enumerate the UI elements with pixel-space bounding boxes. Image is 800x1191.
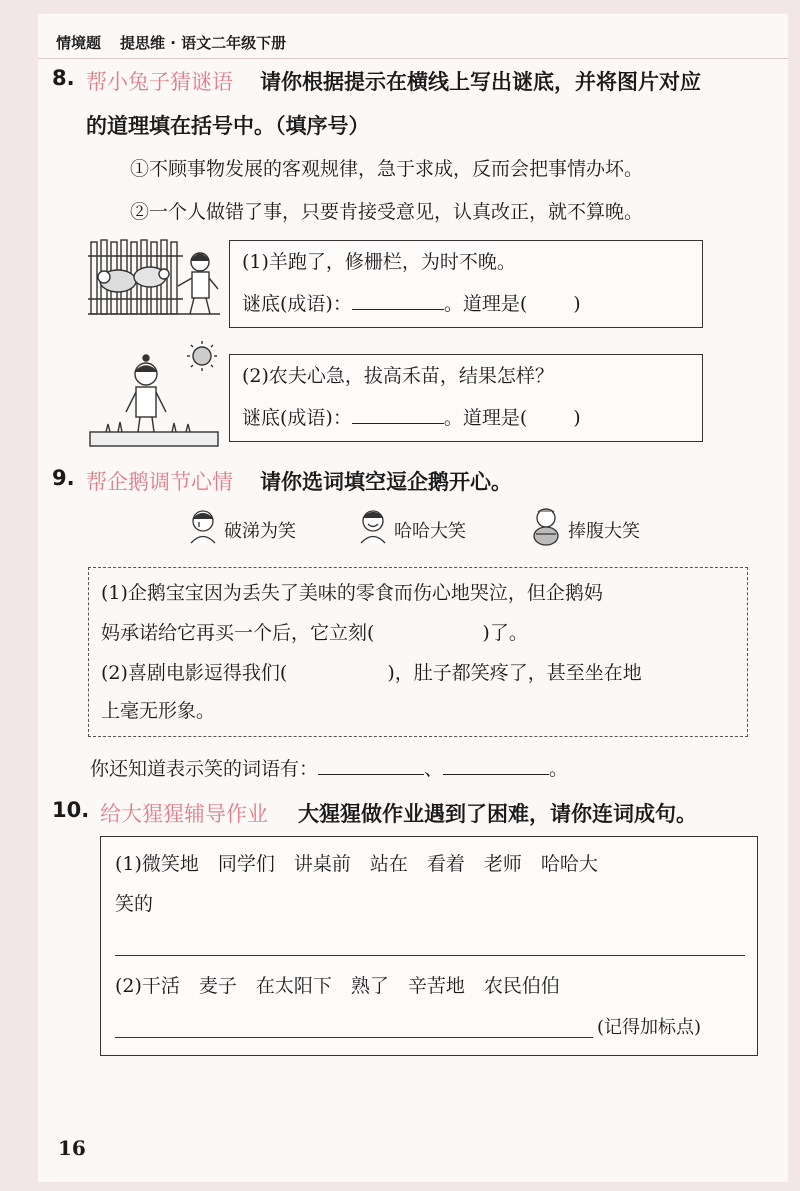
- q8-instruction-line1: 请你根据提示在横线上写出谜底，并将图片对应: [260, 70, 701, 94]
- page-number: 16: [58, 1136, 86, 1160]
- q10-s1-answer-line[interactable]: [115, 955, 745, 956]
- word-choice-3: 捧腹大笑: [568, 521, 640, 542]
- q9-s2-line1-end: )，肚子都笑疼了，甚至坐在地: [387, 662, 642, 684]
- q9-s2-line1-start: (2)喜剧电影逗得我们(: [101, 662, 288, 684]
- q8-item1-prompt: (1)羊跑了，修栅栏，为时不晚。: [242, 251, 516, 273]
- q9-number: 9.: [52, 466, 75, 490]
- q8-instruction-line2: 的道理填在括号中。（填序号）: [86, 114, 370, 138]
- q8-item2-answer-blank[interactable]: [352, 405, 444, 424]
- q9-instruction: 请你选词填空逗企鹅开心。: [260, 470, 512, 494]
- crying-boy-icon: [188, 508, 218, 544]
- q9-sentence-box: [88, 567, 748, 737]
- q8-option-1: ①不顾事物发展的客观规律，急于求成，反而会把事情办坏。: [130, 158, 644, 180]
- sheep-fence-illustration: [88, 234, 223, 319]
- q9-extra-label: 你还知道表示笑的词语有：: [90, 758, 319, 780]
- word-choice-1: 破涕为笑: [224, 521, 296, 542]
- q10-s1-line2: 笑的: [115, 893, 154, 915]
- q10-instruction: 大猩猩做作业遇到了困难，请你连词成句。: [298, 802, 697, 826]
- q8-item2-close: ): [573, 407, 581, 429]
- q10-note: (记得加标点): [597, 1017, 702, 1038]
- q9-extra-blank-1[interactable]: [318, 756, 424, 775]
- q9-extra-blank-2[interactable]: [443, 756, 549, 775]
- word-choice-2: 哈哈大笑: [394, 521, 466, 542]
- header-category: 情境题: [56, 34, 102, 52]
- laughing-boy-icon: [358, 508, 388, 544]
- q8-item1-reason-blank[interactable]: [527, 292, 573, 310]
- q10-s1-line1: (1)微笑地 同学们 讲桌前 站在 看着 老师 哈哈大: [115, 853, 598, 875]
- header-book-title: 提思维 · 语文二年级下册: [120, 34, 287, 52]
- q8-item2-prompt: (2)农夫心急，拔高禾苗，结果怎样？: [242, 365, 554, 387]
- q9-s1-line1: (1)企鹅宝宝因为丢失了美味的零食而伤心地哭泣，但企鹅妈: [101, 582, 603, 604]
- q9-s1-line2-end: )了。: [482, 622, 528, 644]
- q8-item1-box: [229, 240, 703, 328]
- q8-item2-answer-label: 谜底(成语)：: [242, 407, 352, 429]
- q10-s2-answer-line[interactable]: [115, 1037, 593, 1038]
- q8-item1-reason-label: 。道理是(: [443, 293, 528, 315]
- q9-tag: 帮企鹅调节心情: [86, 470, 233, 494]
- farmer-illustration: [88, 340, 223, 450]
- q8-item1-close: ): [573, 293, 581, 315]
- q8-number: 8.: [52, 66, 75, 90]
- q9-extra-sep: 、: [424, 758, 444, 780]
- q10-s2-line1: (2)干活 麦子 在太阳下 熟了 辛苦地 农民伯伯: [115, 975, 560, 997]
- q10-number: 10.: [52, 798, 90, 822]
- q8-item2-box: [229, 354, 703, 442]
- q8-item2-reason-label: 。道理是(: [443, 407, 528, 429]
- q8-item1-answer-label: 谜底(成语)：: [242, 293, 352, 315]
- workbook-page: [38, 14, 788, 1182]
- q8-option-2: ②一个人做错了事，只要肯接受意见，认真改正，就不算晚。: [130, 201, 644, 223]
- belly-laugh-icon: [530, 506, 562, 546]
- q8-item2-reason-blank[interactable]: [527, 406, 573, 424]
- header-divider: [38, 58, 788, 59]
- q9-s2-line2: 上毫无形象。: [101, 700, 216, 722]
- q9-s1-line2-start: 妈承诺给它再买一个后，它立刻(: [101, 622, 375, 644]
- q10-tag: 给大猩猩辅导作业: [100, 802, 268, 826]
- q8-item1-answer-blank[interactable]: [352, 291, 444, 310]
- q9-extra-end: 。: [549, 758, 569, 780]
- q8-tag: 帮小兔子猜谜语: [86, 70, 233, 94]
- q10-sentence-box: [100, 836, 758, 1056]
